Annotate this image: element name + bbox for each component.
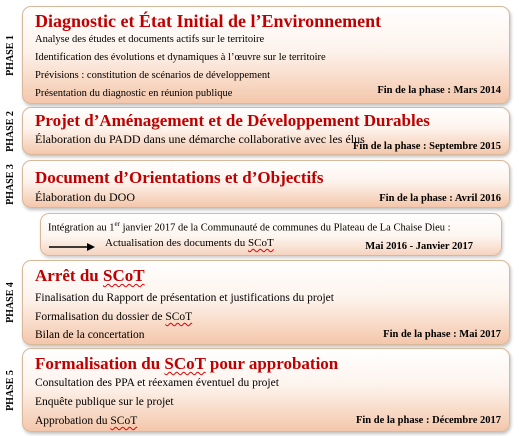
phase-5-item: Approbation du SCoT <box>35 415 138 427</box>
phase-2-end-date: Fin de la phase : Septembre 2015 <box>353 141 501 152</box>
phase-4-title: Arrêt du SCoT <box>35 266 145 285</box>
phase-3-end-date: Fin de la phase : Avril 2016 <box>379 193 501 204</box>
phase-4-label: PHASE 4 <box>4 282 16 323</box>
phase-3-title: Document d’Orientations et d’Objectifs <box>35 168 324 187</box>
phase-1-item: Analyse des études et documents actifs sur le territoire <box>35 34 265 45</box>
phase-4-end-date: Fin de la phase : Mai 2017 <box>383 329 501 340</box>
phase-1-item: Présentation du diagnostic en réunion publique <box>35 88 233 99</box>
phase-4-box <box>22 260 510 345</box>
phase-1-box <box>22 6 510 104</box>
phase-2-item: Élaboration du PADD dans une démarche collaborative avec les élus <box>35 132 365 146</box>
phase-5-end-date: Fin de la phase : Décembre 2017 <box>355 415 501 426</box>
phase-2-title: Projet d’Aménagement et de Développement Durables <box>35 111 430 130</box>
phase-4-item: Bilan de la concertation <box>35 329 145 341</box>
phase-5-item: Consultation des PPA et réexamen éventuel du projet <box>35 377 279 389</box>
phase-1-label: PHASE 1 <box>4 34 16 76</box>
phase-3-label: PHASE 3 <box>4 163 16 205</box>
phase-1-end-date: Fin de la phase : Mars 2014 <box>377 85 501 96</box>
phase-5-item: Enquête publique sur le projet <box>35 396 174 408</box>
integration-action: Actualisation des documents du SCoT <box>105 237 274 249</box>
arrow-right-icon <box>49 243 95 251</box>
phase-1-item: Identification des évolutions et dynamiques à l’œuvre sur le territoire <box>35 52 326 63</box>
phase-5-title: Formalisation du SCoT pour approbation <box>35 354 339 373</box>
phase-5-box <box>22 348 510 432</box>
phase-4-item: Finalisation du Rapport de présentation et justifications du projet <box>35 292 334 304</box>
integration-box <box>40 213 502 256</box>
integration-dates: Mai 2016 - Janvier 2017 <box>365 241 473 252</box>
phase-4-item: Formalisation du dossier de SCoT <box>35 311 193 323</box>
phase-3-box <box>22 160 510 208</box>
phase-2-box <box>22 107 510 155</box>
phase-1-item: Prévisions : constitution de scénarios de développement <box>35 70 271 81</box>
phase-1-title: Diagnostic et État Initial de l’Environnement <box>35 11 382 31</box>
integration-text: Intégration au 1er janvier 2017 de la Communauté de communes du Plateau de La Chaise Dieu : <box>48 220 451 234</box>
phase-3-item: Élaboration du DOO <box>35 190 135 204</box>
phase-2-label: PHASE 2 <box>4 110 16 152</box>
phase-5-label: PHASE 5 <box>4 369 16 411</box>
